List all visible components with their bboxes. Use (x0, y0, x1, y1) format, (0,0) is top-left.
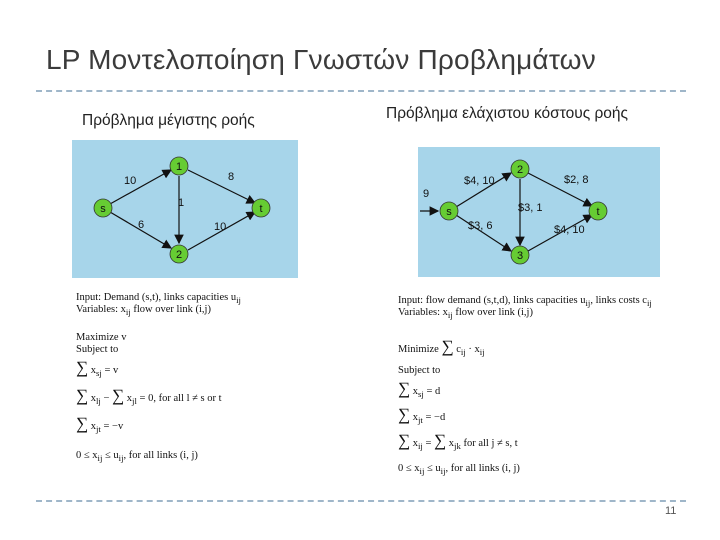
edge-label: $4, 10 (554, 224, 585, 236)
edge-label: $3, 1 (518, 202, 543, 214)
edge-label: $3, 6 (468, 220, 493, 232)
objective-line: Minimize ∑ $c_{ij} \cdot x_{ij}$ (398, 337, 485, 358)
edge-label: 10 (124, 175, 137, 187)
subject-to-line: Subject to (398, 365, 441, 376)
max-flow-heading: Πρόβλημα μέγιστης ροής (82, 112, 255, 129)
footer-divider (36, 500, 686, 502)
page-number: 11 (665, 505, 677, 517)
supply-label: 9 (423, 188, 430, 200)
edge-label: 1 (178, 197, 185, 209)
constraint-2: ∑ $x_{jt} = -d$ (398, 405, 446, 426)
max-flow-graph (72, 140, 298, 278)
node-label: 1 (175, 161, 183, 173)
node-label: t (259, 203, 263, 215)
edge-label: $2, 8 (564, 174, 589, 186)
min-cost-flow-graph (418, 147, 660, 277)
min-cost-flow-heading: Πρόβλημα ελάχιστου κόστους ροής (386, 105, 629, 122)
constraint-3: ∑ $x_{ij}$ = ∑ $x_{jk}$ for all j ≠ s, t (398, 431, 518, 452)
input-line: Input: Demand (s,t), links capacities $u_{ij}$ (76, 292, 241, 306)
min-cost-flow-formulation (398, 295, 668, 485)
edge-label: 8 (228, 171, 235, 183)
edge-label: $4, 10 (464, 175, 495, 187)
constraint-3: ∑ $x_{jt} = -v$ (76, 414, 124, 435)
input-line: Input: flow demand (s,t,d), links capacities $u_{ij}$, links costs $c_{ij}$ (398, 295, 652, 309)
node-label: 3 (516, 250, 524, 262)
constraint-2: ∑ $x_{lj}$ − ∑ $x_{jl} = 0$, for all l ≠ s or t (76, 386, 222, 407)
edge-label: 10 (214, 221, 227, 233)
constraint-1: ∑ $x_{sj} = d$ (398, 379, 441, 400)
bounds-line: $0 \le x_{ij} \le u_{ij}$, for all links (i, j) (398, 463, 520, 477)
edge-label: 6 (138, 219, 145, 231)
bounds-line: $0 \le x_{ij} \le u_{ij}$, for all links (i, j) (76, 450, 198, 464)
node-label: 2 (516, 164, 524, 176)
objective-line: Maximize v (76, 332, 127, 343)
node-label: s (446, 206, 452, 218)
node-label: s (100, 203, 106, 215)
variables-line: Variables: $x_{ij}$ flow over link (i,j) (76, 304, 211, 318)
node-label: 2 (175, 249, 183, 261)
variables-line: Variables: $x_{ij}$ flow over link (i,j) (398, 307, 533, 321)
node-label: t (596, 206, 600, 218)
title-divider (36, 90, 686, 92)
max-flow-formulation (76, 292, 296, 472)
slide-title: LP Μοντελοποίηση Γνωστών Προβλημάτων (46, 44, 596, 75)
constraint-1: ∑ $x_{sj} = v$ (76, 358, 119, 379)
subject-to-line: Subject to (76, 344, 119, 355)
